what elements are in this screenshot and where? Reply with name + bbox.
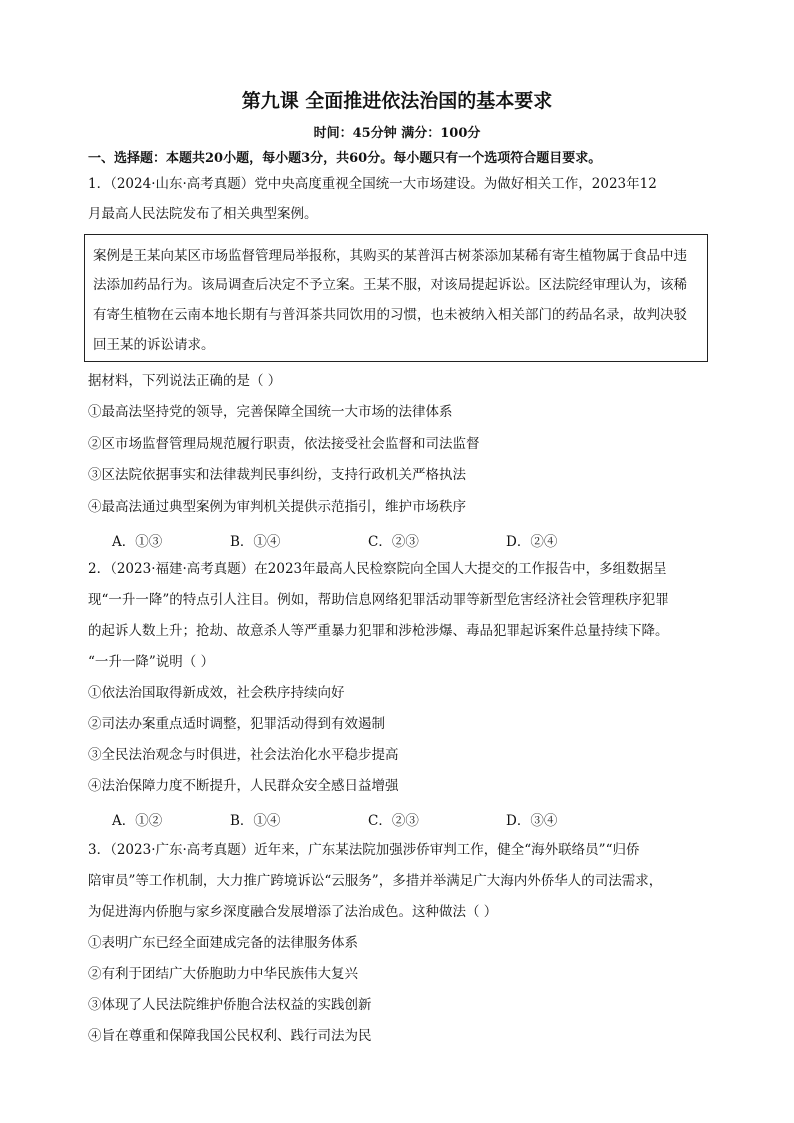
q2-item: ④法治保障力度不断提升，人民群众安全感日益增强 (88, 778, 399, 794)
q3-stem: 为促进海内侨胞与家乡深度融合发展增添了法治成色。这种做法（ ） (88, 904, 498, 920)
q3-item: ③体现了人民法院维护侨胞合法权益的实践创新 (88, 997, 372, 1013)
q1-stem: 据材料，下列说法正确的是（ ） (88, 373, 282, 389)
option-c[interactable]: C．②③ (368, 534, 419, 550)
option-b[interactable]: B．①④ (230, 813, 281, 829)
option-d[interactable]: D．③④ (506, 813, 558, 829)
q1-item: ③区法院依据事实和法律裁判民事纠纷，支持行政机关严格执法 (88, 467, 466, 483)
option-c[interactable]: C．②③ (368, 813, 419, 829)
option-b[interactable]: B．①④ (230, 534, 281, 550)
q2-line: 现“一升一降”的特点引人注目。例如，帮助信息网络犯罪活动罪等新型危害经济社会管理秩序犯罪 (88, 592, 669, 608)
material-line: 有寄生植物在云南本地长期有与普洱茶共同饮用的习惯，也未被纳入相关部门的药品名录，故判决驳 (93, 307, 687, 323)
page-title: 第九课 全面推进依法治国的基本要求 (241, 90, 553, 112)
q3-item: ④旨在尊重和保障我国公民权利、践行司法为民 (88, 1028, 372, 1044)
q3-line: 3．（2023·广东·高考真题）近年来，广东某法院加强涉侨审判工作，健全“海外联络员”“归侨 (88, 842, 640, 858)
q3-item: ②有利于团结广大侨胞助力中华民族伟大复兴 (88, 966, 358, 982)
option-a[interactable]: A．①② (112, 813, 163, 829)
material-line: 回王某的诉讼请求。 (93, 337, 215, 353)
q2-item: ①依法治国取得新成效，社会秩序持续向好 (88, 685, 345, 701)
q1-line: 月最高人民法院发布了相关典型案例。 (88, 206, 318, 222)
q1-material-box (84, 234, 708, 362)
q3-line: 陪审员”等工作机制，大力推广跨境诉讼“云服务”，多措并举满足广大海内外侨华人的司法需求， (88, 873, 663, 889)
q3-item: ①表明广东已经全面建成完备的法律服务体系 (88, 935, 358, 951)
q2-line: 的起诉人数上升；抢劫、故意杀人等严重暴力犯罪和涉枪涉爆、毒品犯罪起诉案件总量持续下降。 (88, 623, 669, 639)
time-score-line: 时间：45分钟 满分：100分 (313, 126, 481, 141)
q2-stem: “一升一降”说明（ ） (88, 654, 215, 670)
material-line: 案例是王某向某区市场监督管理局举报称，其购买的某普洱古树茶添加某稀有寄生植物属于食品中违 (93, 248, 687, 264)
option-a[interactable]: A．①③ (112, 534, 163, 550)
q1-line: 1．（2024·山东·高考真题）党中央高度重视全国统一大市场建设。为做好相关工作，2023年12 (88, 176, 657, 192)
option-d[interactable]: D．②④ (506, 534, 558, 550)
material-line: 法添加药品行为。该局调查后决定不予立案。王某不服，对该局提起诉讼。区法院经审理认为，该稀 (93, 277, 687, 293)
q2-item: ③全民法治观念与时俱进，社会法治化水平稳步提高 (88, 747, 399, 763)
q1-item: ①最高法坚持党的领导，完善保障全国统一大市场的法律体系 (88, 404, 453, 420)
section-heading: 一、选择题：本题共20小题，每小题3分，共60分。每小题只有一个选项符合题目要求。 (88, 151, 602, 166)
q2-line: 2．（2023·福建·高考真题）在2023年最高人民检察院向全国人大提交的工作报告中，多组数据呈 (88, 561, 667, 577)
q2-item: ②司法办案重点适时调整，犯罪活动得到有效遏制 (88, 716, 385, 732)
q1-item: ④最高法通过典型案例为审判机关提供示范指引，维护市场秩序 (88, 499, 466, 515)
q1-item: ②区市场监督管理局规范履行职责，依法接受社会监督和司法监督 (88, 436, 480, 452)
